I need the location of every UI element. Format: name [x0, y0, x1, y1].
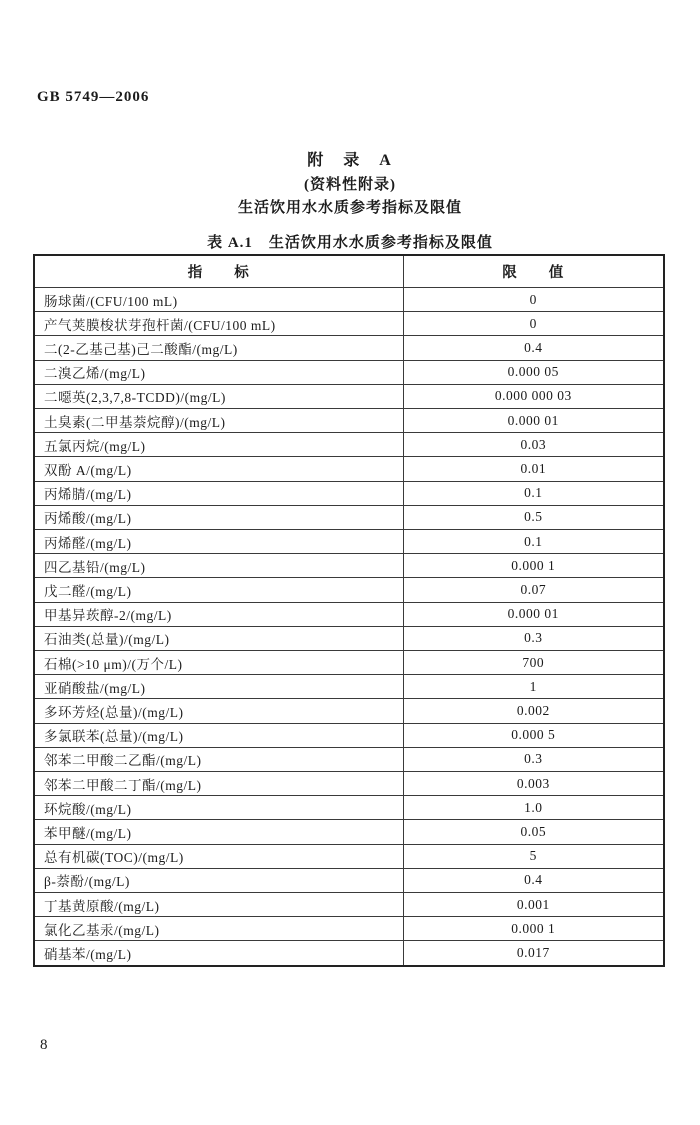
table-row — [34, 917, 664, 941]
limit-cell: 0.000 1 — [403, 554, 664, 578]
table-row — [34, 868, 664, 892]
table-row — [34, 288, 664, 312]
table-row — [34, 578, 664, 602]
limit-cell: 0.07 — [403, 578, 664, 602]
indicator-cell: 双酚 A/(mg/L) — [34, 457, 403, 481]
indicator-cell: 丙烯酸/(mg/L) — [34, 505, 403, 529]
limit-cell: 0 — [403, 288, 664, 312]
column-header-limit: 限 值 — [403, 255, 664, 288]
table-header-row — [34, 255, 664, 288]
indicator-cell: 石油类(总量)/(mg/L) — [34, 626, 403, 650]
limit-cell: 0.000 05 — [403, 360, 664, 384]
indicator-cell: 硝基苯/(mg/L) — [34, 941, 403, 966]
reference-indicators-table — [33, 254, 665, 967]
table-row — [34, 530, 664, 554]
table-row — [34, 747, 664, 771]
limit-cell: 0.5 — [403, 505, 664, 529]
table-row — [34, 699, 664, 723]
table-row — [34, 651, 664, 675]
table-row — [34, 602, 664, 626]
indicator-cell: 二溴乙烯/(mg/L) — [34, 360, 403, 384]
indicator-cell: 丙烯醛/(mg/L) — [34, 530, 403, 554]
appendix-title: 附 录 A — [307, 152, 393, 169]
limit-cell: 700 — [403, 651, 664, 675]
table-row — [34, 336, 664, 360]
limit-cell: 0.000 01 — [403, 602, 664, 626]
limit-cell: 0.3 — [403, 747, 664, 771]
page-number: 8 — [40, 1037, 48, 1053]
limit-cell: 1 — [403, 675, 664, 699]
standard-code: GB 5749—2006 — [37, 89, 150, 105]
limit-cell: 0.017 — [403, 941, 664, 966]
indicator-cell: 石棉(>10 μm)/(万个/L) — [34, 651, 403, 675]
table-row — [34, 505, 664, 529]
indicator-cell: 四乙基铅/(mg/L) — [34, 554, 403, 578]
table-row — [34, 409, 664, 433]
indicator-cell: 甲基异莰醇-2/(mg/L) — [34, 602, 403, 626]
column-header-indicator: 指 标 — [34, 255, 403, 288]
table-row — [34, 723, 664, 747]
table-header — [34, 255, 664, 288]
limit-cell: 0.3 — [403, 626, 664, 650]
indicator-cell: 邻苯二甲酸二丁酯/(mg/L) — [34, 772, 403, 796]
table-row — [34, 626, 664, 650]
appendix-title-block — [0, 151, 700, 218]
limit-cell: 0.4 — [403, 336, 664, 360]
limit-cell: 0.000 1 — [403, 917, 664, 941]
limit-cell: 5 — [403, 844, 664, 868]
indicator-cell: 环烷酸/(mg/L) — [34, 796, 403, 820]
table-row — [34, 675, 664, 699]
indicator-cell: β-萘酚/(mg/L) — [34, 868, 403, 892]
limit-cell: 0.001 — [403, 893, 664, 917]
limit-cell: 0.000 5 — [403, 723, 664, 747]
table-row — [34, 844, 664, 868]
indicator-cell: 氯化乙基汞/(mg/L) — [34, 917, 403, 941]
indicator-cell: 土臭素(二甲基萘烷醇)/(mg/L) — [34, 409, 403, 433]
limit-cell: 0.4 — [403, 868, 664, 892]
limit-cell: 0.002 — [403, 699, 664, 723]
indicator-cell: 多环芳烃(总量)/(mg/L) — [34, 699, 403, 723]
indicator-cell: 五氯丙烷/(mg/L) — [34, 433, 403, 457]
table-row — [34, 772, 664, 796]
table-row — [34, 433, 664, 457]
indicator-cell: 亚硝酸盐/(mg/L) — [34, 675, 403, 699]
limit-cell: 0 — [403, 312, 664, 336]
table-row — [34, 481, 664, 505]
indicator-cell: 二噁英(2,3,7,8-TCDD)/(mg/L) — [34, 384, 403, 408]
table-caption: 表 A.1 生活饮用水水质参考指标及限值 — [207, 235, 493, 251]
table-row — [34, 554, 664, 578]
indicator-cell: 二(2-乙基己基)己二酸酯/(mg/L) — [34, 336, 403, 360]
table-row — [34, 384, 664, 408]
table-row — [34, 820, 664, 844]
indicator-cell: 戊二醛/(mg/L) — [34, 578, 403, 602]
indicator-cell: 多氯联苯(总量)/(mg/L) — [34, 723, 403, 747]
limit-cell: 0.1 — [403, 530, 664, 554]
table-row — [34, 796, 664, 820]
limit-cell: 1.0 — [403, 796, 664, 820]
limit-cell: 0.05 — [403, 820, 664, 844]
table-row — [34, 360, 664, 384]
limit-cell: 0.03 — [403, 433, 664, 457]
table-row — [34, 457, 664, 481]
indicator-cell: 邻苯二甲酸二乙酯/(mg/L) — [34, 747, 403, 771]
limit-cell: 0.1 — [403, 481, 664, 505]
indicator-cell: 丙烯腈/(mg/L) — [34, 481, 403, 505]
indicator-cell: 总有机碳(TOC)/(mg/L) — [34, 844, 403, 868]
limit-cell: 0.003 — [403, 772, 664, 796]
indicator-cell: 苯甲醚/(mg/L) — [34, 820, 403, 844]
table-row — [34, 893, 664, 917]
table-body — [34, 288, 664, 967]
appendix-subtitle: (资料性附录) — [304, 177, 396, 193]
indicator-cell: 丁基黄原酸/(mg/L) — [34, 893, 403, 917]
limit-cell: 0.000 000 03 — [403, 384, 664, 408]
table-row — [34, 941, 664, 966]
indicator-cell: 肠球菌/(CFU/100 mL) — [34, 288, 403, 312]
appendix-heading: 生活饮用水水质参考指标及限值 — [237, 200, 462, 216]
indicator-cell: 产气荚膜梭状芽孢杆菌/(CFU/100 mL) — [34, 312, 403, 336]
limit-cell: 0.01 — [403, 457, 664, 481]
limit-cell: 0.000 01 — [403, 409, 664, 433]
table-row — [34, 312, 664, 336]
